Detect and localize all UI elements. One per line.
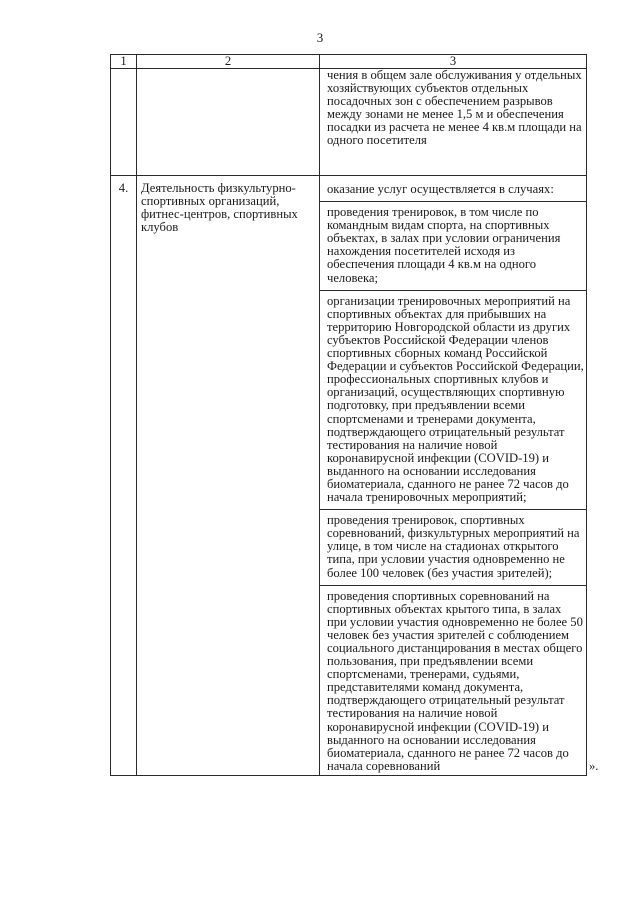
closing-quote-mark: ».	[589, 758, 599, 773]
continuation-text: чения в общем зале обслуживания у отдельных хозяйствующих субъектов отдельных посадочных зон с обеспечением разрывов между зонами не менее 1,5 м и обеспечения посадки из расчета не менее 4 кв.м площади на одного посетителя	[320, 69, 587, 176]
column-header-3: 3	[320, 55, 587, 69]
page-number: 3	[316, 30, 324, 45]
condition-item: организации тренировочных мероприятий на спортивных объектах для прибывших на территорию Новгородской области из других субъектов Российской Федерации членов спортивных сборных команд Российской Федерации и субъектов Российской Федерации, профессиональных спортивных клубов и организаций, осуществляющих спортивную подготовку, при предъявлении всеми спортсменами и тренерами документа, подтверждающего отрицательный результат тестирования на наличие новой коронавирусной инфекции (COVID-19) и выданного на основании исследования биоматериала, сданного не ранее 72 часов до начала тренировочных мероприятий;	[320, 290, 586, 510]
column-header-2: 2	[137, 55, 320, 69]
continuation-activity-cell	[137, 69, 320, 176]
conditions-intro: оказание услуг осуществляется в случаях:	[327, 182, 554, 196]
continuation-row	[111, 69, 587, 176]
condition-item: проведения спортивных соревнований на спортивных объектах крытого типа, в залах при условии участия одновременно не более 50 человек без участия зрителей с соблюдением социального дистанцирования в местах общего пользования, при предъявлении всеми спортсменами, тренерами, судьями, представителями команд документа, подтверждающего отрицательный результат тестирования на наличие новой коронавирусной инфекции (COVID-19) и выданного на основании исследования биоматериала, сданного не ранее 72 часов до начала соревнований	[320, 585, 586, 775]
conditions-cell	[320, 176, 599, 776]
table-row	[111, 176, 587, 776]
column-header-1: 1	[111, 55, 137, 69]
condition-item: проведения тренировок, в том числе по командным видам спорта, на спортивных объектах, в залах при условии ограничения нахождения посетителей исходя из обеспечения площади 4 кв.м на одного человека;	[320, 201, 586, 290]
continuation-number-cell	[111, 69, 137, 176]
row-number: 4.	[111, 176, 137, 776]
regulations-table	[110, 54, 599, 776]
activity-name: Деятельность физкультурно-спортивных организаций, фитнес-центров, спортивных клубов	[137, 176, 320, 776]
table-header-row	[111, 55, 587, 69]
condition-item: проведения тренировок, спортивных соревнований, физкультурных мероприятий на улице, в том числе на стадионах открытого типа, при условии участия одновременно не более 100 человек (без участия зрителей);	[320, 509, 586, 584]
